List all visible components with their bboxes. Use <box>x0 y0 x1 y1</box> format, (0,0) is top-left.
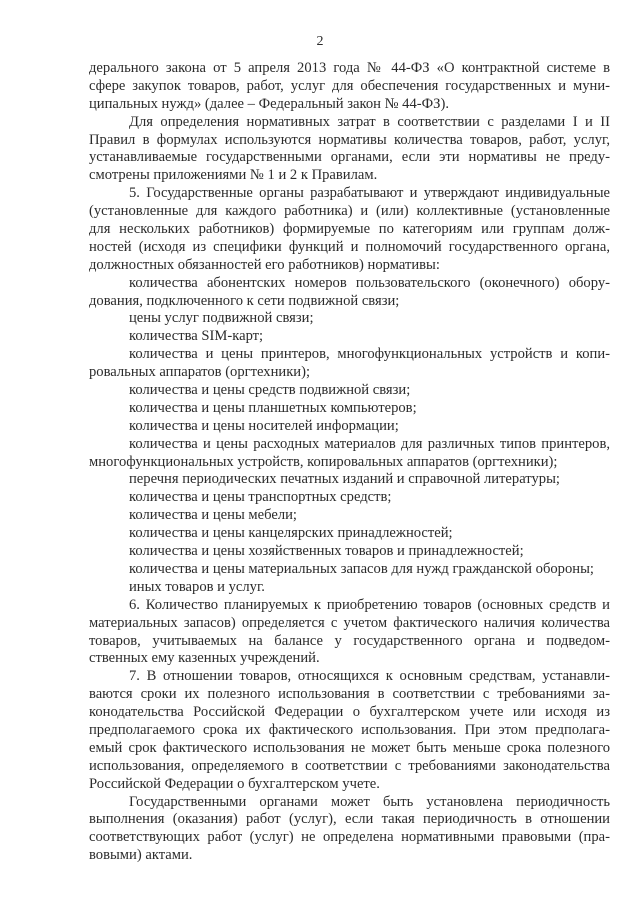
text-line: дования, подключенного к сети подвижной связи; <box>89 292 400 309</box>
text-line: иных товаров и услуг. <box>129 578 265 595</box>
text-line: Для определения нормативных затрат в соответствии с разделами I и II <box>129 113 610 130</box>
text-line: материальных запасов) определяется с учетом фактического наличия количества <box>89 614 610 631</box>
text-line: товаров, учитываемых на балансе у государственного органа и подведом- <box>89 632 610 649</box>
text-line: Государственными органами может быть установлена периодичность <box>129 793 610 810</box>
text-line: многофункциональных устройств, копировальных аппаратов (оргтехники); <box>89 453 558 470</box>
document-body <box>89 60 610 865</box>
text-line: количества и цены планшетных компьютеров; <box>129 399 417 416</box>
page-number: 2 <box>316 34 324 49</box>
text-line: должностных обязанностей его работников) нормативы: <box>89 256 440 273</box>
text-line: устанавливаемые государственными органами, если эти нормативы не преду- <box>89 149 610 166</box>
text-line: количества и цены материальных запасов для нужд гражданской обороны; <box>129 560 594 577</box>
text-line: выполнения (оказания) работ (услуг), если такая периодичность в отношении <box>89 811 610 828</box>
text-line: ваются сроки их полезного использования в соответствии с требованиями за- <box>89 686 610 703</box>
text-line: количества и цены расходных материалов для различных типов принтеров, <box>129 435 610 452</box>
text-line: сфере закупок товаров, работ, услуг для обеспечения государственных и муни- <box>89 77 610 94</box>
text-line: 7. В отношении товаров, относящихся к основным средствам, устанавли- <box>129 668 610 685</box>
text-line: конодательства Российской Федерации о бухгалтерском учете или исходя из <box>89 704 610 721</box>
text-line: вовыми) актами. <box>89 847 193 864</box>
text-line: количества и цены принтеров, многофункциональных устройств и копи- <box>129 346 610 363</box>
text-line: Правил в формулах используются нормативы количества товаров, работ, услуг, <box>89 131 610 148</box>
text-line: соответствующих работ (услуг) не определена нормативными правовыми (пра- <box>89 829 610 846</box>
text-line: ципальных нужд» (далее – Федеральный закон № 44-ФЗ). <box>89 95 449 112</box>
text-line: количества и цены средств подвижной связи; <box>129 382 411 399</box>
text-line: количества абонентских номеров пользовательского (оконечного) обору- <box>129 274 610 291</box>
text-line: количества SIM-карт; <box>129 328 264 345</box>
text-line: количества и цены хозяйственных товаров и принадлежностей; <box>129 543 524 560</box>
text-line: емый срок фактического использования не может быть меньше срока полезного <box>89 739 610 756</box>
text-line: ностей (исходя из специфики функций и полномочий государственного органа, <box>89 238 610 255</box>
text-line: Российской Федерации о бухгалтерском учете. <box>89 775 380 792</box>
text-line: ровальных аппаратов (оргтехники); <box>89 364 311 381</box>
text-line: цены услуг подвижной связи; <box>129 310 314 327</box>
text-line: (установленные для каждого работника) и (или) коллективные (установленные <box>89 203 610 220</box>
text-line: дерального закона от 5 апреля 2013 года № 44-ФЗ «О контрактной системе в <box>89 60 610 76</box>
text-line: для нескольких работников) формируемые по категориям или группам долж- <box>89 221 610 238</box>
text-line: перечня периодических печатных изданий и справочной литературы; <box>129 471 560 488</box>
text-line: смотрены приложениями № 1 и 2 к Правилам. <box>89 167 378 184</box>
text-line: 5. Государственные органы разрабатывают и утверждают индивидуальные <box>129 185 610 202</box>
text-line: ственных ему казенных учреждений. <box>89 650 320 667</box>
text-line: количества и цены канцелярских принадлежностей; <box>129 525 453 542</box>
text-line: количества и цены транспортных средств; <box>129 489 392 506</box>
text-line: использования, определяемого в соответствии с требованиями законодательства <box>89 757 610 774</box>
text-line: 6. Количество планируемых к приобретению товаров (основных средств и <box>129 596 610 613</box>
text-line: предполагаемого срока их фактического использования. При этом предполага- <box>89 721 610 738</box>
text-line: количества и цены мебели; <box>129 507 297 524</box>
text-line: количества и цены носителей информации; <box>129 417 399 434</box>
